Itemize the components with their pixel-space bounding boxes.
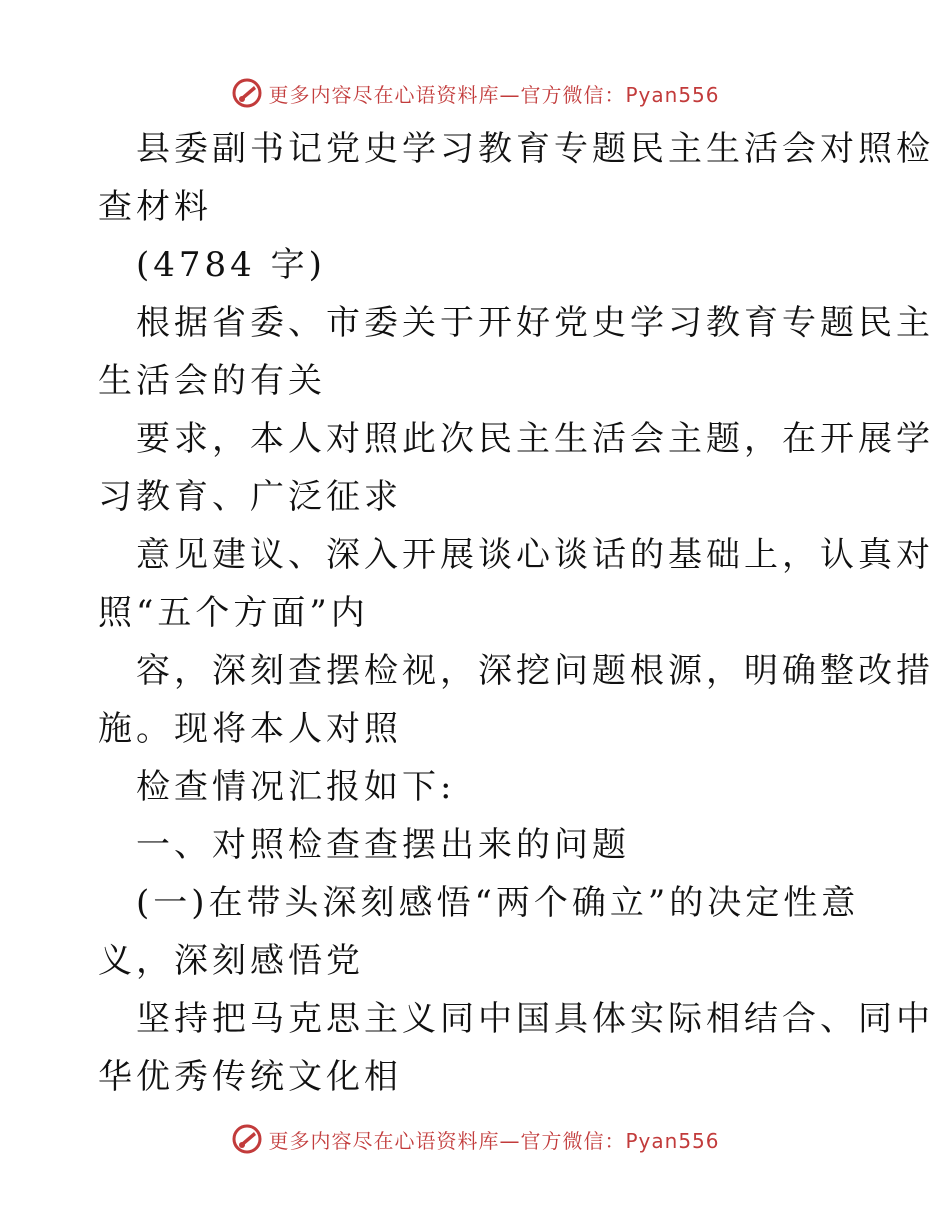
document-body [98,120,934,1106]
text-line: 容，深刻查摆检视，深挖问题根源，明确整改措 [136,651,934,691]
footer-watermark [0,1114,950,1164]
text-line: 查材料 [98,187,212,227]
watermark-text [268,1125,719,1154]
text-line: 要求，本人对照此次民主生活会主题，在开展学 [136,419,934,459]
text-line: 县委副书记党史学习教育专题民主生活会对照检 [136,129,934,169]
header-watermark [0,68,950,118]
text-line: 华优秀传统文化相 [98,1057,402,1097]
text-line: 根据省委、市委关于开好党史学习教育专题民主 [136,303,934,343]
text-line: 坚持把马克思主义同中国具体实际相结合、同中 [136,999,934,1039]
brand-logo-icon [230,1122,264,1156]
watermark-wechat-label: 官方微信： [520,1128,626,1153]
text-line: 一、对照检查查摆出来的问题 [136,825,630,865]
text-line: 习教育、广泛征求 [98,477,402,517]
text-line: 检查情况汇报如下: [136,767,456,807]
watermark-wechat-id: Pyan556 [625,1128,720,1153]
text-line: (一)在带头深刻感悟“两个确立”的决定性意 [136,883,860,923]
watermark-wechat-id: Pyan556 [625,82,720,107]
brand-logo-icon [230,76,264,110]
text-line: (4784 字) [136,245,326,285]
text-line: 意见建议、深入开展谈心谈话的基础上，认真对 [136,535,934,575]
watermark-separator: — [499,1128,521,1153]
watermark-separator: — [499,82,521,107]
watermark-site: 更多内容尽在心语资料库 [268,82,500,107]
text-line: 照“五个方面”内 [98,593,369,633]
watermark-site: 更多内容尽在心语资料库 [268,1128,500,1153]
watermark-text [268,79,719,108]
text-line: 施。现将本人对照 [98,709,402,749]
text-line: 生活会的有关 [98,361,326,401]
watermark-wechat-label: 官方微信： [520,82,626,107]
text-line: 义，深刻感悟党 [98,941,364,981]
